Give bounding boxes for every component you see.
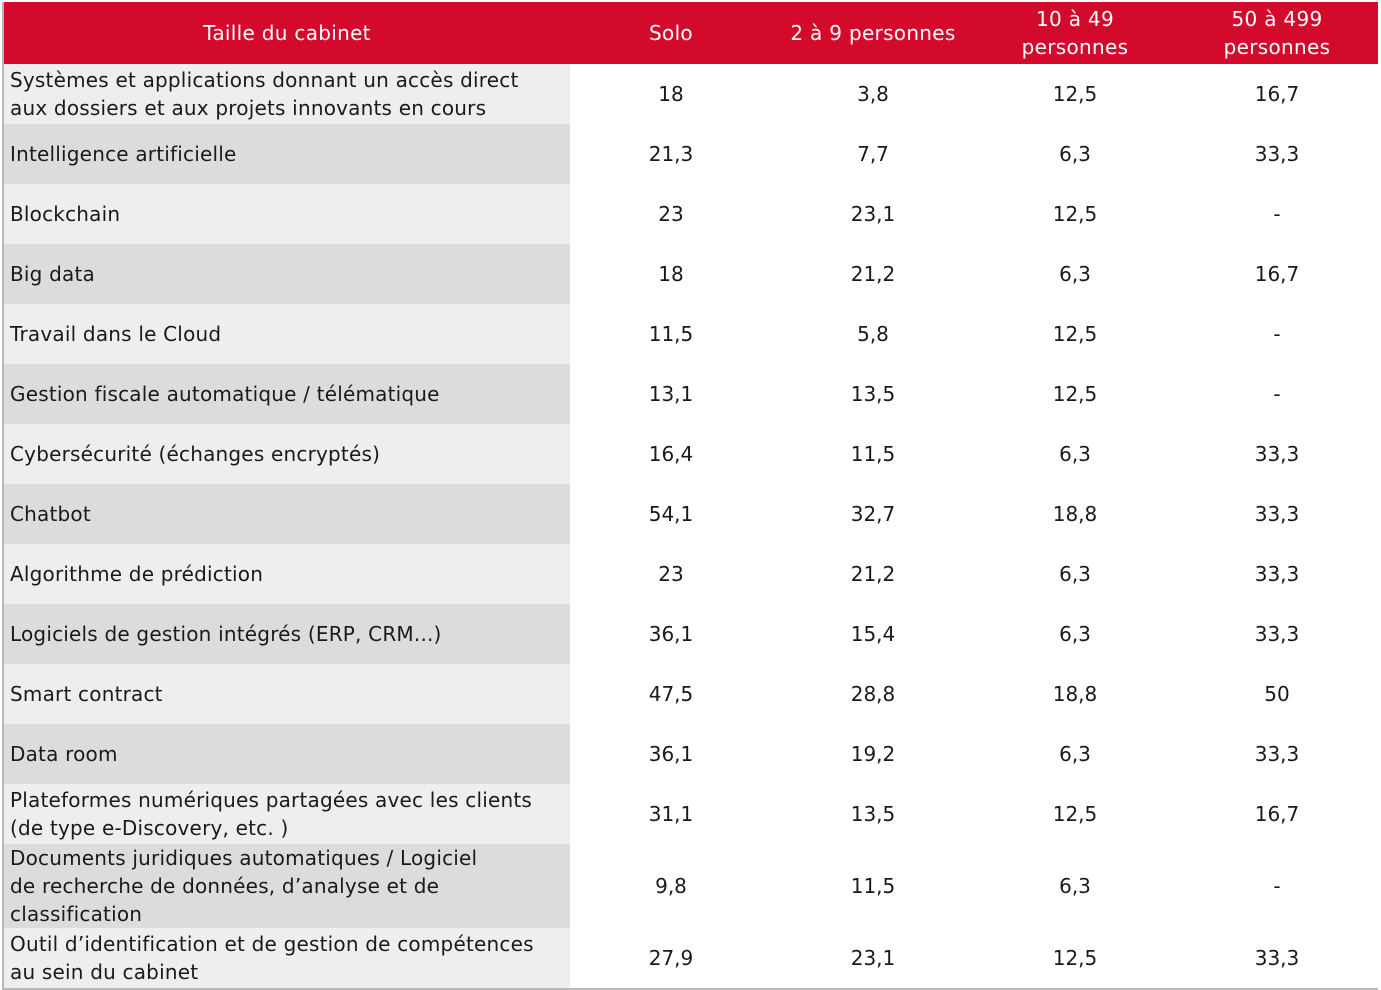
value-cell: 21,2 — [772, 244, 974, 304]
value-cell: 16,7 — [1176, 784, 1378, 844]
value-cell: 23 — [570, 184, 772, 244]
value-cell: 6,3 — [974, 724, 1176, 784]
row-label: Blockchain — [4, 184, 570, 244]
header-cell-50-499: 50 à 499 personnes — [1176, 2, 1378, 64]
value-cell: 12,5 — [974, 364, 1176, 424]
value-cell: 12,5 — [974, 64, 1176, 124]
value-cell: 5,8 — [772, 304, 974, 364]
value-cell: - — [1176, 364, 1378, 424]
row-label: Systèmes et applications donnant un accès direct aux dossiers et aux projets innovants en cours — [4, 64, 570, 124]
row-label: Plateformes numériques partagées avec les clients (de type e-Discovery, etc. ) — [4, 784, 570, 844]
table-row — [4, 784, 1378, 844]
value-cell: 19,2 — [772, 724, 974, 784]
row-label: Cybersécurité (échanges encryptés) — [4, 424, 570, 484]
value-cell: 16,7 — [1176, 64, 1378, 124]
value-cell: 3,8 — [772, 64, 974, 124]
value-cell: 23,1 — [772, 184, 974, 244]
value-cell: 33,3 — [1176, 544, 1378, 604]
row-label: Intelligence artificielle — [4, 124, 570, 184]
value-cell: 36,1 — [570, 604, 772, 664]
value-cell: 23 — [570, 544, 772, 604]
value-cell: 13,5 — [772, 364, 974, 424]
value-cell: 12,5 — [974, 784, 1176, 844]
table-row — [4, 244, 1378, 304]
value-cell: 21,2 — [772, 544, 974, 604]
table-row — [4, 544, 1378, 604]
table-header — [4, 2, 1378, 64]
header-row — [4, 2, 1378, 64]
header-cell-size: Taille du cabinet — [4, 2, 570, 64]
table-row — [4, 364, 1378, 424]
value-cell: 12,5 — [974, 928, 1176, 988]
row-label: Big data — [4, 244, 570, 304]
value-cell: 33,3 — [1176, 724, 1378, 784]
row-label: Data room — [4, 724, 570, 784]
row-label: Documents juridiques automatiques / Logiciel de recherche de données, d’analyse et de classification — [4, 844, 570, 928]
table-row — [4, 928, 1378, 988]
row-label: Gestion fiscale automatique / télématique — [4, 364, 570, 424]
row-label: Outil d’identification et de gestion de compétences au sein du cabinet — [4, 928, 570, 988]
data-table — [4, 2, 1378, 988]
value-cell: 18,8 — [974, 484, 1176, 544]
value-cell: 6,3 — [974, 244, 1176, 304]
table-row — [4, 604, 1378, 664]
value-cell: 11,5 — [772, 844, 974, 928]
value-cell: 27,9 — [570, 928, 772, 988]
table-row — [4, 304, 1378, 364]
data-table-container — [2, 2, 1378, 990]
row-label: Algorithme de prédiction — [4, 544, 570, 604]
value-cell: 12,5 — [974, 184, 1176, 244]
value-cell: 33,3 — [1176, 928, 1378, 988]
header-cell-2-9: 2 à 9 personnes — [772, 2, 974, 64]
value-cell: 6,3 — [974, 424, 1176, 484]
value-cell: 15,4 — [772, 604, 974, 664]
value-cell: 18 — [570, 64, 772, 124]
value-cell: 9,8 — [570, 844, 772, 928]
value-cell: 47,5 — [570, 664, 772, 724]
table-row — [4, 184, 1378, 244]
value-cell: 12,5 — [974, 304, 1176, 364]
row-label: Smart contract — [4, 664, 570, 724]
value-cell: 18,8 — [974, 664, 1176, 724]
value-cell: 13,5 — [772, 784, 974, 844]
value-cell: - — [1176, 184, 1378, 244]
table-row — [4, 124, 1378, 184]
table-row — [4, 64, 1378, 124]
table-body — [4, 64, 1378, 988]
header-cell-10-49: 10 à 49 personnes — [974, 2, 1176, 64]
row-label: Chatbot — [4, 484, 570, 544]
row-label: Travail dans le Cloud — [4, 304, 570, 364]
row-label: Logiciels de gestion intégrés (ERP, CRM...) — [4, 604, 570, 664]
value-cell: 6,3 — [974, 844, 1176, 928]
value-cell: 6,3 — [974, 544, 1176, 604]
value-cell: 33,3 — [1176, 124, 1378, 184]
value-cell: 31,1 — [570, 784, 772, 844]
value-cell: 16,7 — [1176, 244, 1378, 304]
value-cell: 6,3 — [974, 124, 1176, 184]
table-row — [4, 664, 1378, 724]
table-row — [4, 484, 1378, 544]
value-cell: 54,1 — [570, 484, 772, 544]
value-cell: 50 — [1176, 664, 1378, 724]
value-cell: 33,3 — [1176, 484, 1378, 544]
header-cell-solo: Solo — [570, 2, 772, 64]
value-cell: 21,3 — [570, 124, 772, 184]
value-cell: 28,8 — [772, 664, 974, 724]
table-row — [4, 724, 1378, 784]
value-cell: 11,5 — [570, 304, 772, 364]
table-row — [4, 844, 1378, 928]
value-cell: 11,5 — [772, 424, 974, 484]
value-cell: 33,3 — [1176, 604, 1378, 664]
value-cell: 33,3 — [1176, 424, 1378, 484]
value-cell: - — [1176, 844, 1378, 928]
value-cell: 16,4 — [570, 424, 772, 484]
table-row — [4, 424, 1378, 484]
value-cell: 23,1 — [772, 928, 974, 988]
value-cell: 7,7 — [772, 124, 974, 184]
value-cell: 32,7 — [772, 484, 974, 544]
value-cell: 6,3 — [974, 604, 1176, 664]
value-cell: - — [1176, 304, 1378, 364]
value-cell: 18 — [570, 244, 772, 304]
value-cell: 36,1 — [570, 724, 772, 784]
value-cell: 13,1 — [570, 364, 772, 424]
